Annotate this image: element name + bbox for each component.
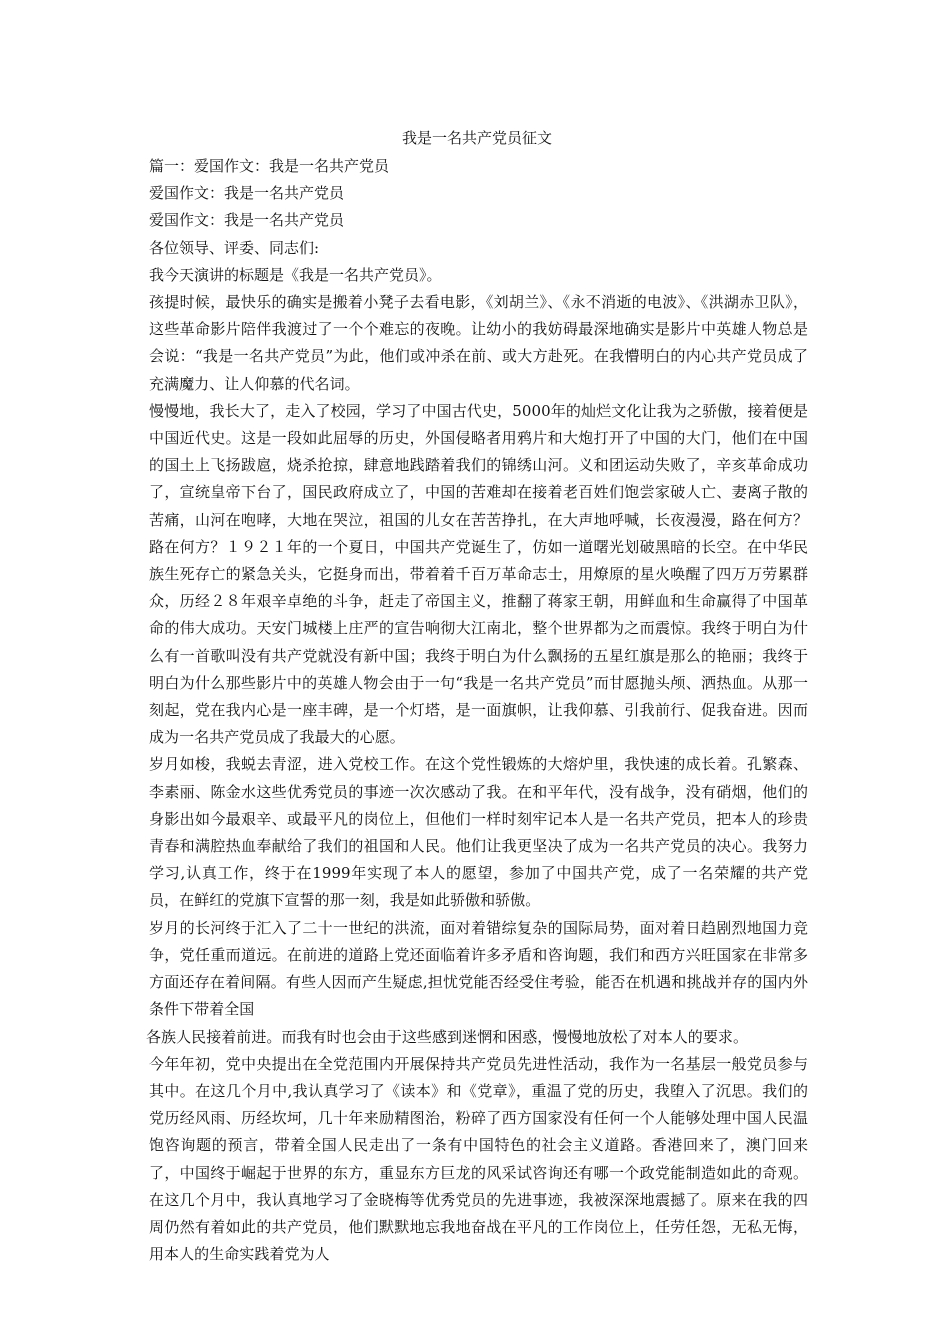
paragraph-5: 各族人民接着前进。而我有时也会由于这些感到迷惘和困惑，慢慢地放松了对本人的要求。 (146, 1027, 749, 1046)
text-line-4: 各位领导、评委、同志们: (149, 238, 320, 257)
paragraph-4: 岁月的长河终于汇入了二十一世纪的洪流，面对着错综复杂的国际局势，面对着日趋剧烈地国力竞争，党任重而道远。在前进的道路上党还面临着许多矛盾和咨询题，我们和西方兴旺国家在非常多方面还存在着间隔。有些人因而产生疑虑,担忧党能否经受住考验，能否在机遇和挑战并存的国内外条件下带着全国 (149, 918, 808, 1019)
paragraph-2: 慢慢地，我长大了，走入了校园，学习了中国古代史，5000年的灿烂文化让我为之骄傲，接着便是中国近代史。这是一段如此屈辱的历史，外国侵略者用鸦片和大炮打开了中国的大门，他们在中国的国土上飞扬跋扈，烧杀抢掠，肆意地践踏着我们的锦绣山河。义和团运动失败了，辛亥革命成功了，宣统皇帝下台了，国民政府成立了，中国的苦难却在接着老百姓们饱尝家破人亡、妻离子散的苦痛，山河在咆哮，大地在哭泣，祖国的儿女在苦苦挣扎，在大声地呼喊，长夜漫漫，路在何方？路在何方？１９２１年的一个夏日，中国共产党诞生了，仿如一道曙光划破黑暗的长空。在中华民族生死存亡的紧急关头，它挺身而出，带着着千百万革命志士，用燎原的星火唤醒了四万万劳累群众，历经２８年艰辛卓绝的斗争，赶走了帝国主义，推翻了蒋家王朝，用鲜血和生命赢得了中国革命的伟大成功。天安门城楼上庄严的宣告响彻大江南北，整个世界都为之而震惊。我终于明白为什么有一首歌叫没有共产党就没有新中国；我终于明白为什么飘扬的五星红旗是那么的艳丽；我终于明白为什么那些影片中的英雄人物会由于一句“我是一名共产党员”而甘愿抛头颅、洒热血。从那一刻起，党在我内心是一座丰碑，是一个灯塔，是一面旗帜，让我仰慕、引我前行、促我奋进。因而成为一名共产党员成了我最大的心愿。 (149, 401, 808, 747)
document-page (146, 124, 808, 1268)
paragraph-1: 孩提时候，最快乐的确实是搬着小凳子去看电影，《刘胡兰》、《永不消逝的电波》、《洪湖赤卫队》，这些革命影片陪伴我渡过了一个个难忘的夜晚。让幼小的我妨碍最深地确实是影片中英雄人物总是会说：“我是一名共产党员”为此，他们或冲杀在前、或大方赴死。在我懵明白的内心共产党员成了充满魔力、让人仰慕的代名词。 (149, 293, 808, 393)
paragraph-3: 岁月如梭，我蜕去青涩，进入党校工作。在这个党性锻炼的大熔炉里，我快速的成长着。孔繁森、李素丽、陈金水这些优秀党员的事迹一次次感动了我。在和平年代，没有战争，没有硝烟，他们的身影出如今最艰辛、或最平凡的岗位上，但他们一样时刻牢记本人是一名共产党员，把本人的珍贵青春和满腔热血奉献给了我们的祖国和人民。他们让我更坚决了成为一名共产党员的决心。我努力学习,认真工作，终于在1999年实现了本人的愿望，参加了中国共产党，成了一名荣耀的共产党员，在鲜红的党旗下宣誓的那一刻，我是如此骄傲和骄傲。 (149, 755, 808, 910)
text-line-5: 我今天演讲的标题是《我是一名共产党员》。 (149, 265, 442, 284)
document-title: 我是一名共产党员征文 (401, 129, 552, 147)
paragraph-6: 今年年初，党中央提出在全党范围内开展保持共产党员先进性活动，我作为一名基层一般党员参与其中。在这几个月中,我认真学习了《读本》和《党章》，重温了党的历史，我堕入了沉思。我们的党历经风雨、历经坎坷，几十年来励精图治，粉碎了西方国家没有任何一个人能够处理中国人民温饱咨询题的预言，带着全国人民走出了一条有中国特色的社会主义道路。香港回来了，澳门回来了，中国终于崛起于世界的东方，重显东方巨龙的风采试咨询还有哪一个政党能制造如此的奇观。在这几个月中，我认真地学习了金晓梅等优秀党员的先进事迹，我被深深地震撼了。原来在我的四周仍然有着如此的共产党员，他们默默地忘我地奋战在平凡的工作岗位上，任劳任怨，无私无悔，用本人的生命实践着党为人 (149, 1054, 808, 1264)
text-line-3: 爱国作文：我是一名共产党员 (149, 211, 345, 230)
text-line-2: 爱国作文：我是一名共产党员 (149, 184, 345, 203)
text-line-1: 篇一：爱国作文：我是一名共产党员 (149, 157, 390, 175)
